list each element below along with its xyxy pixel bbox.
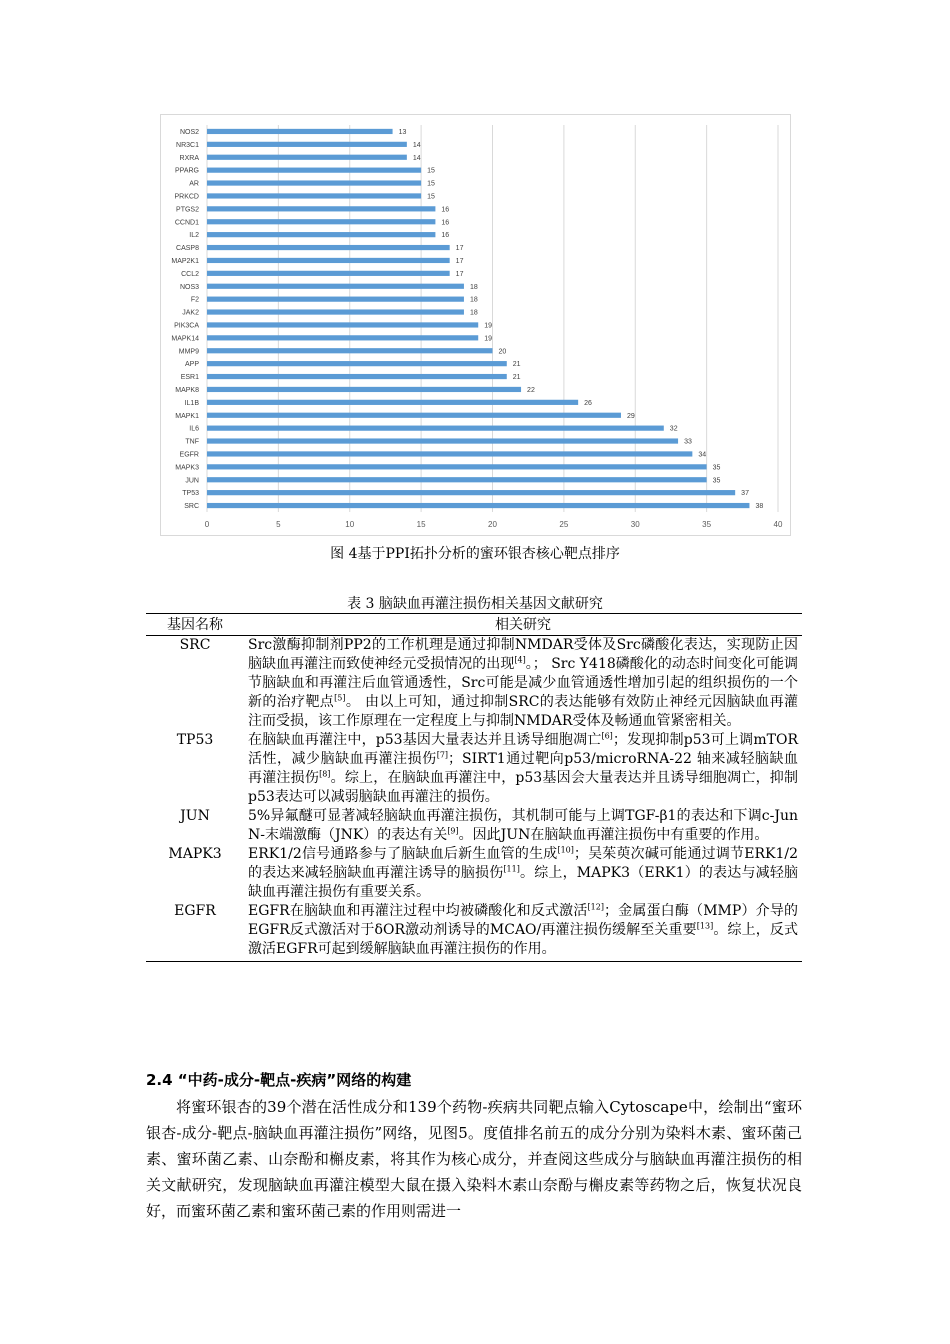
bar	[207, 348, 493, 353]
category-label: ESR1	[180, 374, 199, 382]
data-label: 13	[398, 128, 407, 136]
category-label: MAP2K1	[171, 257, 199, 265]
data-label: 16	[441, 219, 450, 227]
category-label: NR3C1	[176, 141, 199, 149]
bar	[207, 438, 678, 443]
bar	[207, 426, 664, 431]
data-label: 35	[712, 464, 721, 472]
category-label: RXRA	[179, 154, 199, 162]
data-label: 16	[441, 206, 450, 214]
category-label: F2	[190, 296, 199, 304]
bar	[207, 400, 578, 405]
bar	[207, 258, 450, 263]
data-label: 34	[698, 451, 707, 459]
data-label: 38	[755, 503, 764, 511]
x-tick-label: 10	[345, 520, 355, 529]
category-label: JUN	[185, 477, 199, 485]
bar	[207, 413, 621, 418]
table-header-row	[146, 614, 802, 636]
bar	[207, 387, 521, 392]
data-label: 19	[484, 335, 493, 343]
data-label: 15	[427, 193, 435, 201]
category-label: IL1B	[184, 399, 199, 407]
bar	[207, 361, 507, 366]
data-label: 18	[469, 283, 478, 291]
category-label: SRC	[184, 503, 199, 511]
bar	[207, 129, 393, 134]
x-tick-label: 15	[416, 520, 426, 529]
bar	[207, 245, 450, 250]
bar	[207, 464, 707, 469]
citation-ref: [11]	[503, 864, 520, 874]
header-research: 相关研究	[244, 614, 802, 636]
header-gene-name: 基因名称	[146, 614, 244, 636]
data-label: 15	[427, 167, 435, 175]
body-paragraph: 将蜜环银杏的39个潜在活性成分和139个药物-疾病共同靶点输入Cytoscape中，绘制出“蜜环银杏-成分-靶点-脑缺血再灌注损伤”网络，见图5。度值排名前五的成分分别为染料木素、蜜环菌己素、蜜环菌乙素、山奈酚和槲皮素，将其作为核心成分，并查阅这些成分与脑缺血再灌注损伤的相关文献研究，发现脑缺血再灌注模型大鼠在摄入染料木素山奈酚与槲皮素等药物之后，恢复状况良好，而蜜环菌乙素和蜜环菌己素的作用则需进一	[146, 1098, 802, 1220]
bar	[207, 477, 707, 482]
x-tick-label: 5	[276, 520, 281, 529]
table-body	[146, 636, 802, 962]
figure-caption: 图 4基于PPI拓扑分析的蜜环银杏核心靶点排序	[330, 546, 620, 562]
table-row	[146, 845, 802, 902]
category-label: EGFR	[179, 451, 199, 459]
category-label: JAK2	[182, 309, 199, 317]
category-label: MAPK14	[171, 335, 199, 343]
data-label: 14	[412, 154, 421, 162]
gene-name-cell: JUN	[180, 808, 210, 824]
data-label: 29	[626, 412, 635, 420]
citation-ref: [7]	[436, 750, 449, 760]
category-label: PRKCD	[174, 193, 199, 201]
category-label: AR	[189, 180, 199, 188]
bar	[207, 193, 421, 198]
data-label: 32	[669, 425, 678, 433]
data-label: 14	[412, 141, 421, 149]
category-label: PPARG	[175, 167, 199, 175]
gene-name-cell: MAPK3	[168, 846, 222, 862]
bar	[207, 142, 407, 147]
bar	[207, 206, 435, 211]
citation-ref: [9]	[447, 826, 459, 836]
data-label: 18	[469, 296, 478, 304]
gene-name-cell: SRC	[179, 637, 211, 653]
bar	[207, 271, 450, 276]
category-label: PIK3CA	[174, 322, 199, 330]
bar	[207, 155, 407, 160]
gene-name-cell: TP53	[176, 732, 214, 748]
category-label: PTGS2	[176, 206, 199, 214]
category-label: MMP9	[178, 348, 199, 356]
table-row	[146, 731, 802, 807]
category-label: MAPK8	[175, 386, 199, 394]
table-row	[146, 807, 802, 845]
citation-ref: [13]	[696, 921, 714, 931]
research-cell: EGFR在脑缺血和再灌注过程中均被磷酸化和反式激活[12]；金属蛋白酶（MMP）介导的EGFR反式激活对于δOR激动剂诱导的MCAO/再灌注损伤缓解至关重要[13]。综上，反式激活EGFR可起到缓解脑缺血再灌注损伤的作用。	[244, 902, 802, 962]
category-label: APP	[184, 361, 199, 369]
category-label: CASP8	[176, 245, 199, 253]
research-cell: Src激酶抑制剂PP2的工作机理是通过抑制NMDAR受体及Src磷酸化表达，实现防止因脑缺血再灌注而致使神经元受损情况的出现[4]。； Src Y418磷酸化的动态时间变化可能调节脑缺血和再灌注后血管通透性，Src可能是减少血管通透性增加引起的组织损伤的一个新的治疗靶点[5]。 由以上可知，通过抑制SRC的表达能够有效防止神经元因脑缺血再灌注而受损，该工作原理在一定程度上与抑制NMDAR受体及畅通血管紧密相关。	[248, 637, 799, 729]
section-heading: 2.4 “中药-成分-靶点-疾病”网络的构建	[146, 1071, 412, 1089]
citation-ref: [12]	[587, 902, 604, 912]
data-label: 35	[712, 477, 721, 485]
bar	[207, 284, 464, 289]
data-label: 17	[455, 245, 464, 253]
bar	[207, 297, 464, 302]
data-label: 22	[527, 386, 535, 394]
table-caption: 表 3 脑缺血再灌注损伤相关基因文献研究	[347, 596, 603, 612]
data-label: 17	[455, 257, 464, 265]
bar	[207, 168, 421, 173]
data-label: 20	[498, 348, 507, 356]
bar	[207, 309, 464, 314]
data-label: 26	[584, 399, 592, 407]
citation-ref: [5]	[334, 693, 346, 703]
bar	[207, 374, 507, 379]
x-tick-label: 25	[559, 520, 569, 529]
data-label: 17	[455, 270, 464, 278]
category-label: TNF	[185, 438, 199, 446]
citation-ref: [10]	[557, 845, 574, 855]
core-target-bar-chart	[160, 114, 791, 536]
category-label: NOS3	[179, 283, 199, 291]
category-label: IL2	[189, 232, 199, 240]
citation-ref: [8]	[319, 769, 331, 779]
bar	[207, 232, 435, 237]
data-label: 15	[427, 180, 435, 188]
citation-ref: [6]	[601, 731, 613, 741]
bar	[207, 219, 435, 224]
citation-ref: [4]	[514, 655, 526, 665]
category-label: NOS2	[179, 128, 199, 136]
data-label: 21	[512, 374, 521, 382]
x-tick-label: 20	[488, 520, 497, 529]
table-row	[146, 902, 802, 962]
data-label: 16	[441, 232, 450, 240]
category-label: IL6	[189, 425, 199, 433]
x-tick-label: 35	[702, 520, 712, 529]
data-label: 37	[741, 490, 749, 498]
bar	[207, 322, 478, 327]
table-row	[146, 636, 802, 732]
bar	[207, 451, 692, 456]
chart-svg	[161, 115, 792, 537]
x-tick-label: 0	[204, 520, 210, 529]
research-cell: 在脑缺血再灌注中，p53基因大量表达并且诱导细胞凋亡[6]；发现抑制p53可上调mTOR活性，减少脑缺血再灌注损伤[7]；SIRT1通过靶向p53/microRNA-22 轴来减轻脑缺血再灌注损伤[8]。综上，在脑缺血再灌注中，p53基因会大量表达并且诱导细胞凋亡，抑制p53表达可以减弱脑缺血再灌注的损伤。	[248, 731, 799, 805]
data-label: 19	[484, 322, 493, 330]
x-tick-label: 40	[773, 520, 783, 529]
data-label: 33	[684, 438, 692, 446]
research-cell: 5%异氟醚可显著减轻脑缺血再灌注损伤，其机制可能与上调TGF-β1的表达和下调c-Jun N-末端激酶（JNK）的表达有关[9]。因此JUN在脑缺血再灌注损伤中有重要的作用。	[248, 808, 798, 843]
category-label: MAPK3	[175, 464, 199, 472]
literature-table	[146, 613, 802, 962]
bar	[207, 503, 749, 508]
x-tick-label: 30	[630, 520, 640, 529]
category-label: CCND1	[174, 219, 199, 227]
data-label: 21	[512, 361, 521, 369]
research-cell: ERK1/2信号通路参与了脑缺血后新生血管的生成[10]；吴茱萸次碱可能通过调节ERK1/2的表达来减轻脑缺血再灌注诱导的脑损伤[11]。综上，MAPK3（ERK1）的表达与减轻脑缺血再灌注损伤有重要关系。	[248, 845, 799, 900]
data-label: 18	[469, 309, 478, 317]
bar	[207, 180, 421, 185]
category-label: TP53	[182, 490, 199, 498]
bar	[207, 490, 735, 495]
category-label: CCL2	[181, 270, 199, 278]
category-label: MAPK1	[175, 412, 199, 420]
gene-name-cell: EGFR	[146, 902, 244, 962]
bar	[207, 335, 478, 340]
